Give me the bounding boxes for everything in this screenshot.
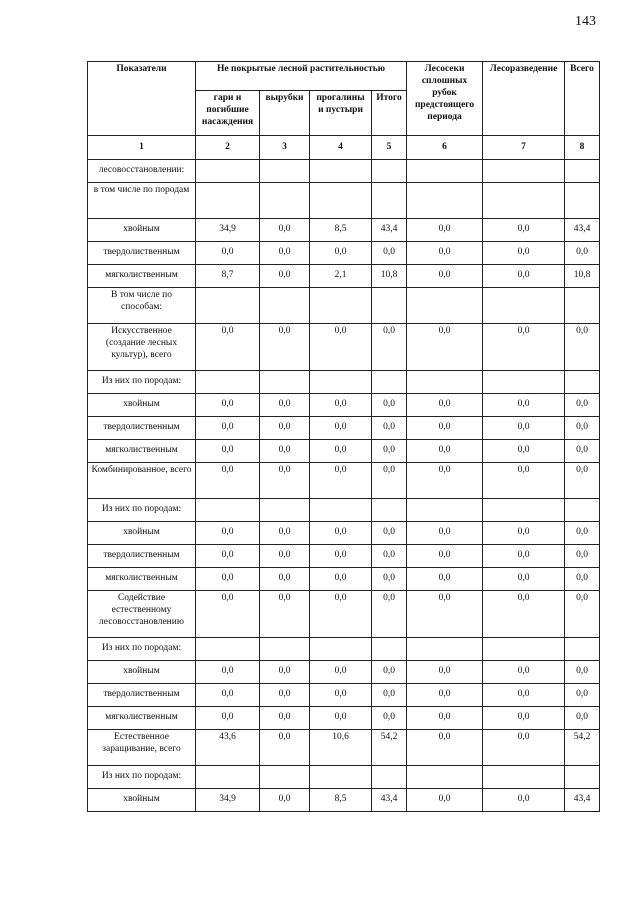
value-cell: 0,0 xyxy=(565,568,600,591)
value-cell: 0,0 xyxy=(372,545,407,568)
row-label: хвойным xyxy=(88,219,196,242)
row-label: Из них по породам: xyxy=(88,638,196,661)
value-cell: 0,0 xyxy=(483,568,565,591)
value-cell: 8,5 xyxy=(310,219,372,242)
row-label: Из них по породам: xyxy=(88,371,196,394)
value-cell: 0,0 xyxy=(407,242,483,265)
table-row xyxy=(88,545,600,568)
value-cell: 0,0 xyxy=(407,591,483,638)
row-label: Естественное заращивание, всего xyxy=(88,730,196,766)
value-cell xyxy=(260,183,310,219)
value-cell: 0,0 xyxy=(407,219,483,242)
table-row xyxy=(88,440,600,463)
value-cell: 8,7 xyxy=(196,265,260,288)
value-cell xyxy=(196,371,260,394)
value-cell: 34,9 xyxy=(196,219,260,242)
column-number: 8 xyxy=(565,136,600,160)
value-cell: 0,0 xyxy=(407,661,483,684)
value-cell xyxy=(483,183,565,219)
value-cell: 0,0 xyxy=(483,730,565,766)
value-cell xyxy=(260,371,310,394)
value-cell: 0,0 xyxy=(196,707,260,730)
column-number: 3 xyxy=(260,136,310,160)
column-number: 2 xyxy=(196,136,260,160)
value-cell: 0,0 xyxy=(260,463,310,499)
page-number: 143 xyxy=(575,14,596,29)
table-row xyxy=(88,591,600,638)
value-cell: 0,0 xyxy=(565,707,600,730)
value-cell: 0,0 xyxy=(260,324,310,371)
value-cell: 0,0 xyxy=(407,545,483,568)
value-cell: 0,0 xyxy=(196,591,260,638)
table-row xyxy=(88,183,600,219)
row-label: хвойным xyxy=(88,522,196,545)
row-label: хвойным xyxy=(88,789,196,812)
value-cell xyxy=(372,183,407,219)
table-row xyxy=(88,371,600,394)
value-cell: 0,0 xyxy=(483,463,565,499)
value-cell xyxy=(310,499,372,522)
table-row xyxy=(88,789,600,812)
value-cell xyxy=(310,371,372,394)
table-row xyxy=(88,568,600,591)
value-cell xyxy=(372,638,407,661)
value-cell: 0,0 xyxy=(196,568,260,591)
value-cell: 0,0 xyxy=(483,661,565,684)
value-cell: 0,0 xyxy=(260,591,310,638)
column-number: 1 xyxy=(88,136,196,160)
value-cell: 0,0 xyxy=(407,522,483,545)
value-cell: 0,0 xyxy=(372,568,407,591)
value-cell: 0,0 xyxy=(310,684,372,707)
value-cell: 0,0 xyxy=(260,661,310,684)
value-cell: 0,0 xyxy=(372,440,407,463)
table-body xyxy=(88,136,600,812)
value-cell: 0,0 xyxy=(483,265,565,288)
value-cell: 0,0 xyxy=(196,394,260,417)
value-cell: 54,2 xyxy=(565,730,600,766)
value-cell xyxy=(407,160,483,183)
value-cell: 0,0 xyxy=(565,242,600,265)
value-cell: 8,5 xyxy=(310,789,372,812)
value-cell: 0,0 xyxy=(407,707,483,730)
table-row xyxy=(88,324,600,371)
value-cell xyxy=(372,160,407,183)
value-cell xyxy=(196,160,260,183)
value-cell: 0,0 xyxy=(196,324,260,371)
row-label: мягколиственным xyxy=(88,707,196,730)
value-cell xyxy=(196,766,260,789)
row-label: мягколиственным xyxy=(88,440,196,463)
value-cell xyxy=(483,766,565,789)
value-cell xyxy=(483,160,565,183)
value-cell: 0,0 xyxy=(407,440,483,463)
value-cell: 0,0 xyxy=(260,789,310,812)
value-cell: 0,0 xyxy=(260,219,310,242)
value-cell xyxy=(565,638,600,661)
value-cell xyxy=(565,499,600,522)
header-indicators: Показатели xyxy=(88,62,196,136)
table-row xyxy=(88,417,600,440)
value-cell: 0,0 xyxy=(310,661,372,684)
value-cell: 0,0 xyxy=(310,417,372,440)
value-cell xyxy=(565,766,600,789)
value-cell: 0,0 xyxy=(372,394,407,417)
value-cell xyxy=(372,766,407,789)
value-cell: 10,8 xyxy=(372,265,407,288)
value-cell: 0,0 xyxy=(196,417,260,440)
value-cell: 0,0 xyxy=(260,242,310,265)
value-cell: 0,0 xyxy=(565,394,600,417)
value-cell xyxy=(483,288,565,324)
value-cell: 43,4 xyxy=(565,219,600,242)
value-cell: 0,0 xyxy=(483,242,565,265)
row-label: хвойным xyxy=(88,661,196,684)
value-cell: 0,0 xyxy=(260,440,310,463)
value-cell xyxy=(565,288,600,324)
table-row xyxy=(88,219,600,242)
column-number-row xyxy=(88,136,600,160)
value-cell: 0,0 xyxy=(196,522,260,545)
value-cell: 0,0 xyxy=(196,684,260,707)
value-cell: 0,0 xyxy=(260,394,310,417)
value-cell xyxy=(310,766,372,789)
value-cell: 10,6 xyxy=(310,730,372,766)
value-cell xyxy=(407,499,483,522)
value-cell: 0,0 xyxy=(260,545,310,568)
value-cell: 0,0 xyxy=(483,394,565,417)
value-cell: 0,0 xyxy=(372,707,407,730)
value-cell: 2,1 xyxy=(310,265,372,288)
value-cell: 0,0 xyxy=(260,417,310,440)
value-cell xyxy=(565,160,600,183)
value-cell: 0,0 xyxy=(310,522,372,545)
value-cell: 0,0 xyxy=(483,591,565,638)
row-label: твердолиственным xyxy=(88,417,196,440)
row-label: в том числе по породам xyxy=(88,183,196,219)
value-cell: 0,0 xyxy=(407,463,483,499)
value-cell xyxy=(483,499,565,522)
value-cell xyxy=(407,766,483,789)
value-cell xyxy=(196,183,260,219)
value-cell: 0,0 xyxy=(565,463,600,499)
value-cell: 0,0 xyxy=(407,265,483,288)
value-cell: 0,0 xyxy=(565,545,600,568)
table-row xyxy=(88,160,600,183)
row-label: твердолиственным xyxy=(88,684,196,707)
column-number: 4 xyxy=(310,136,372,160)
value-cell: 0,0 xyxy=(260,522,310,545)
value-cell: 0,0 xyxy=(407,417,483,440)
value-cell xyxy=(407,288,483,324)
value-cell: 0,0 xyxy=(372,242,407,265)
value-cell: 0,0 xyxy=(196,661,260,684)
table-row xyxy=(88,242,600,265)
row-label: В том числе по способам: xyxy=(88,288,196,324)
value-cell xyxy=(483,371,565,394)
value-cell: 0,0 xyxy=(310,463,372,499)
header-afforestation: Лесоразведение xyxy=(483,62,565,136)
value-cell: 34,9 xyxy=(196,789,260,812)
header-total: Всего xyxy=(565,62,600,136)
value-cell: 0,0 xyxy=(260,265,310,288)
value-cell xyxy=(260,638,310,661)
value-cell: 0,0 xyxy=(407,394,483,417)
table-row xyxy=(88,638,600,661)
row-label: Содействие естественному лесовосстановлению xyxy=(88,591,196,638)
value-cell: 0,0 xyxy=(407,568,483,591)
row-label: мягколиственным xyxy=(88,265,196,288)
table-row xyxy=(88,394,600,417)
value-cell xyxy=(310,183,372,219)
value-cell: 0,0 xyxy=(260,568,310,591)
value-cell: 0,0 xyxy=(310,394,372,417)
value-cell: 0,0 xyxy=(565,324,600,371)
column-number: 6 xyxy=(407,136,483,160)
value-cell: 0,0 xyxy=(483,324,565,371)
value-cell: 0,0 xyxy=(310,568,372,591)
table-row xyxy=(88,684,600,707)
table-row xyxy=(88,499,600,522)
value-cell: 0,0 xyxy=(483,545,565,568)
table-row xyxy=(88,288,600,324)
value-cell: 0,0 xyxy=(483,219,565,242)
value-cell: 43,4 xyxy=(372,789,407,812)
column-number: 5 xyxy=(372,136,407,160)
value-cell: 0,0 xyxy=(565,591,600,638)
value-cell xyxy=(196,638,260,661)
value-cell: 0,0 xyxy=(565,440,600,463)
row-label: мягколиственным xyxy=(88,568,196,591)
header-cuttings: вырубки xyxy=(260,91,310,136)
value-cell: 0,0 xyxy=(372,661,407,684)
row-label: Комбинированное, всего xyxy=(88,463,196,499)
value-cell xyxy=(310,638,372,661)
value-cell xyxy=(407,638,483,661)
value-cell xyxy=(407,371,483,394)
value-cell: 0,0 xyxy=(310,440,372,463)
row-label: твердолиственным xyxy=(88,545,196,568)
value-cell: 0,0 xyxy=(196,242,260,265)
value-cell: 0,0 xyxy=(483,417,565,440)
value-cell: 0,0 xyxy=(483,789,565,812)
header-glades: прогалины и пустыри xyxy=(310,91,372,136)
value-cell: 0,0 xyxy=(372,324,407,371)
header-not-covered: Не покрытые лесной растительностью xyxy=(196,62,407,91)
value-cell: 43,4 xyxy=(372,219,407,242)
value-cell: 0,0 xyxy=(310,591,372,638)
value-cell: 0,0 xyxy=(260,684,310,707)
value-cell: 0,0 xyxy=(407,789,483,812)
table-row xyxy=(88,265,600,288)
value-cell: 43,6 xyxy=(196,730,260,766)
table-row xyxy=(88,707,600,730)
value-cell xyxy=(260,766,310,789)
value-cell: 0,0 xyxy=(483,440,565,463)
value-cell: 43,4 xyxy=(565,789,600,812)
value-cell xyxy=(196,499,260,522)
value-cell xyxy=(372,371,407,394)
table-row xyxy=(88,661,600,684)
value-cell xyxy=(260,288,310,324)
row-label: хвойным xyxy=(88,394,196,417)
value-cell xyxy=(260,160,310,183)
value-cell xyxy=(372,499,407,522)
header-clearcuts: Лесосеки сплошных рубок предстоящего периода xyxy=(407,62,483,136)
value-cell: 0,0 xyxy=(565,661,600,684)
value-cell: 0,0 xyxy=(372,522,407,545)
value-cell: 0,0 xyxy=(310,242,372,265)
value-cell: 0,0 xyxy=(372,417,407,440)
header-subtotal: Итого xyxy=(372,91,407,136)
value-cell: 0,0 xyxy=(310,324,372,371)
value-cell: 10,8 xyxy=(565,265,600,288)
value-cell: 0,0 xyxy=(483,522,565,545)
table-row xyxy=(88,522,600,545)
value-cell xyxy=(310,288,372,324)
value-cell: 0,0 xyxy=(407,324,483,371)
value-cell xyxy=(565,183,600,219)
value-cell: 0,0 xyxy=(260,707,310,730)
table-row xyxy=(88,730,600,766)
value-cell: 0,0 xyxy=(483,707,565,730)
row-label: лесовосстановлении: xyxy=(88,160,196,183)
table-row xyxy=(88,463,600,499)
value-cell xyxy=(372,288,407,324)
value-cell: 0,0 xyxy=(483,684,565,707)
value-cell: 0,0 xyxy=(407,730,483,766)
header-row-1 xyxy=(88,62,600,91)
value-cell: 0,0 xyxy=(407,684,483,707)
value-cell xyxy=(260,499,310,522)
table-row xyxy=(88,766,600,789)
forest-regeneration-table xyxy=(87,61,600,812)
value-cell: 0,0 xyxy=(565,417,600,440)
row-label: Из них по породам: xyxy=(88,766,196,789)
value-cell xyxy=(310,160,372,183)
value-cell: 0,0 xyxy=(310,707,372,730)
value-cell xyxy=(407,183,483,219)
value-cell: 0,0 xyxy=(196,545,260,568)
row-label: твердолиственным xyxy=(88,242,196,265)
column-number: 7 xyxy=(483,136,565,160)
value-cell: 0,0 xyxy=(372,591,407,638)
value-cell xyxy=(483,638,565,661)
value-cell: 0,0 xyxy=(565,684,600,707)
value-cell xyxy=(196,288,260,324)
value-cell xyxy=(565,371,600,394)
value-cell: 0,0 xyxy=(565,522,600,545)
value-cell: 0,0 xyxy=(372,463,407,499)
row-label: Искусственное (создание лесных культур), всего xyxy=(88,324,196,371)
value-cell: 0,0 xyxy=(260,730,310,766)
value-cell: 0,0 xyxy=(196,440,260,463)
value-cell: 0,0 xyxy=(196,463,260,499)
header-burned: гари и погибшие насаждения xyxy=(196,91,260,136)
row-label: Из них по породам: xyxy=(88,499,196,522)
value-cell: 54,2 xyxy=(372,730,407,766)
value-cell: 0,0 xyxy=(372,684,407,707)
value-cell: 0,0 xyxy=(310,545,372,568)
